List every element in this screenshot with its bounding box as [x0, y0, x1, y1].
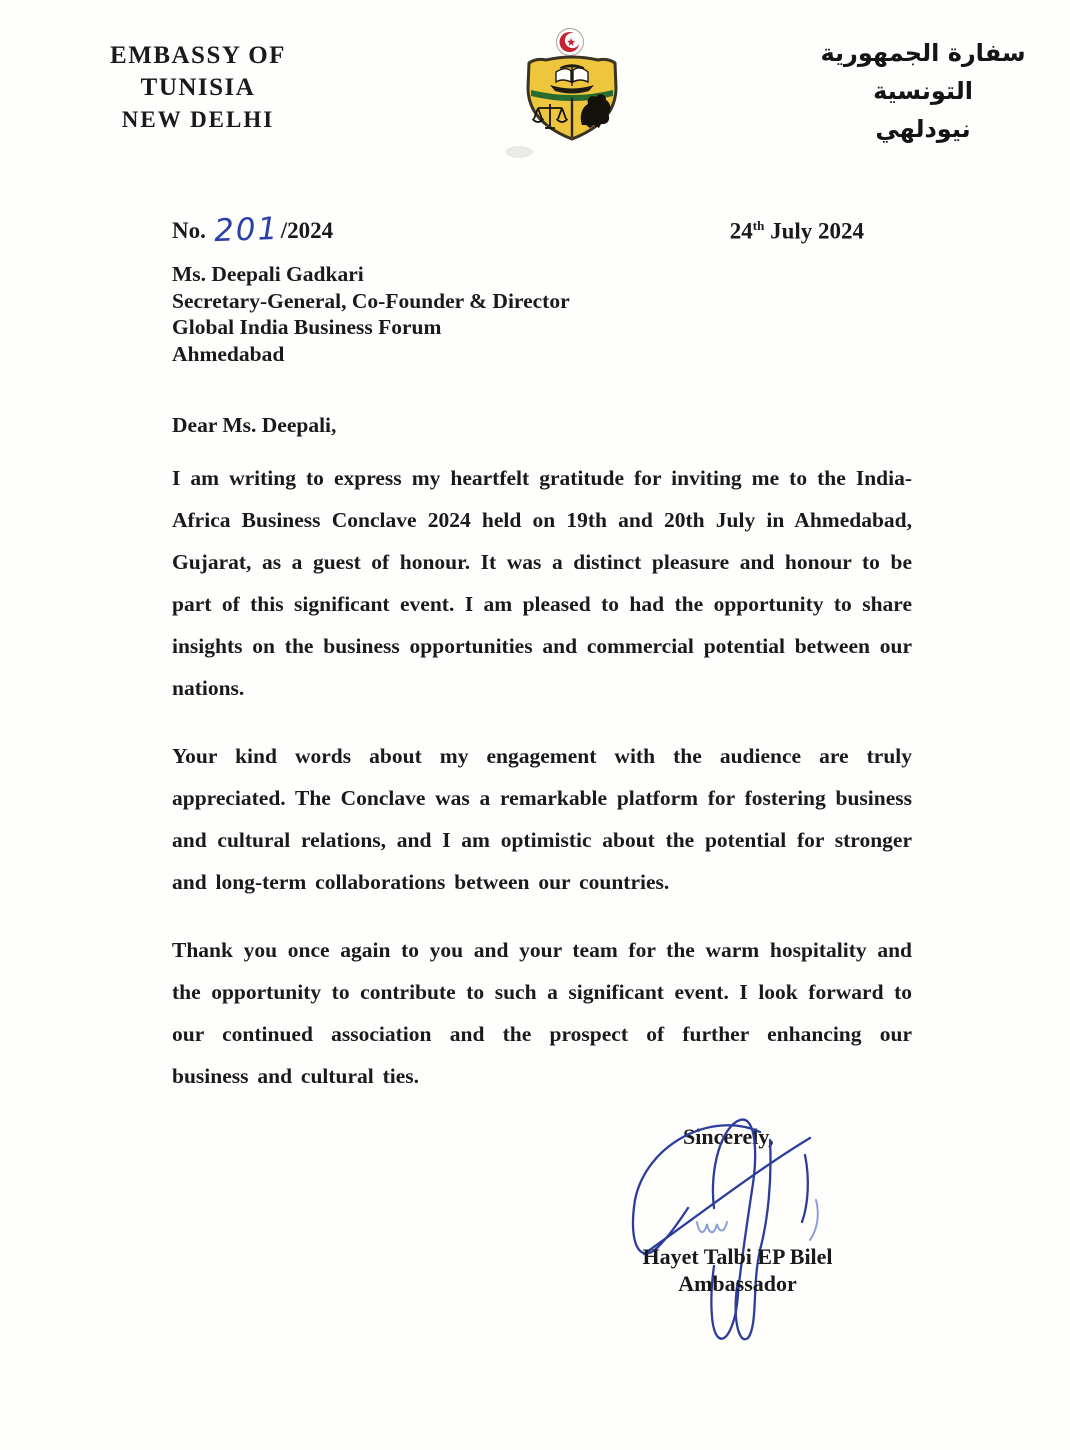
handwritten-number: 201	[213, 210, 280, 250]
paragraph-1: I am writing to express my heartfelt gratitude for inviting me to the India-Africa Business Conclave 2024 held on 19th and 20th July in Ahmedabad, Gujarat, as a guest of honour. It was a distinct pleasure and honour to be part of this significant event. I am pleased to had the opportunity to share insights on the business opportunities and commercial potential between our nations.	[172, 466, 912, 700]
recipient-title: Secretary-General, Co-Founder & Director	[172, 288, 570, 313]
date-day: 24	[729, 218, 753, 244]
letter-body	[172, 404, 912, 1123]
signatory-block	[610, 1243, 865, 1297]
tunisia-coat-of-arms-emblem	[516, 26, 628, 144]
date-rest: July 2024	[764, 218, 864, 244]
letter-date	[730, 218, 864, 245]
recipient-organization: Global India Business Forum	[172, 315, 442, 339]
signatory-title: Ambassador	[678, 1271, 797, 1296]
recipient-city: Ahmedabad	[172, 341, 285, 366]
embassy-name: EMBASSY OF TUNISIA	[110, 42, 286, 101]
arabic-city: نيودلهي	[875, 115, 971, 143]
scan-smudge	[505, 146, 533, 158]
reference-row	[172, 212, 912, 258]
recipient-address	[172, 261, 570, 367]
reference-suffix: /2024	[280, 218, 334, 243]
signatory-name: Hayet Talbi EP Bilel	[642, 1244, 833, 1269]
reference-number	[172, 210, 334, 250]
embassy-city: NEW DELHI	[121, 107, 275, 132]
recipient-name: Ms. Deepali Gadkari	[172, 262, 364, 286]
coat-of-arms-icon	[516, 26, 628, 144]
arabic-embassy-name: سفارة الجمهورية التونسية	[820, 39, 1026, 105]
date-ordinal: th	[752, 218, 765, 233]
embassy-letterhead	[70, 40, 326, 136]
closing-word: Sincerely,	[683, 1124, 774, 1149]
salutation: Dear Ms. Deepali,	[172, 413, 337, 437]
paragraph-3: Thank you once again to you and your team for the warm hospitality and the opportunity to contribute to such a significant event. I look forward to our continued association and the prospect of further enhancing our business and cultural ties.	[172, 938, 912, 1088]
embassy-letterhead-arabic	[808, 34, 1038, 148]
reference-prefix: No.	[172, 218, 206, 243]
paragraph-2: Your kind words about my engagement with the audience are truly appreciated. The Conclave was a remarkable platform for fostering business and cultural relations, and I am optimistic about the potential for stronger and long-term collaborations between our countries.	[172, 744, 912, 894]
